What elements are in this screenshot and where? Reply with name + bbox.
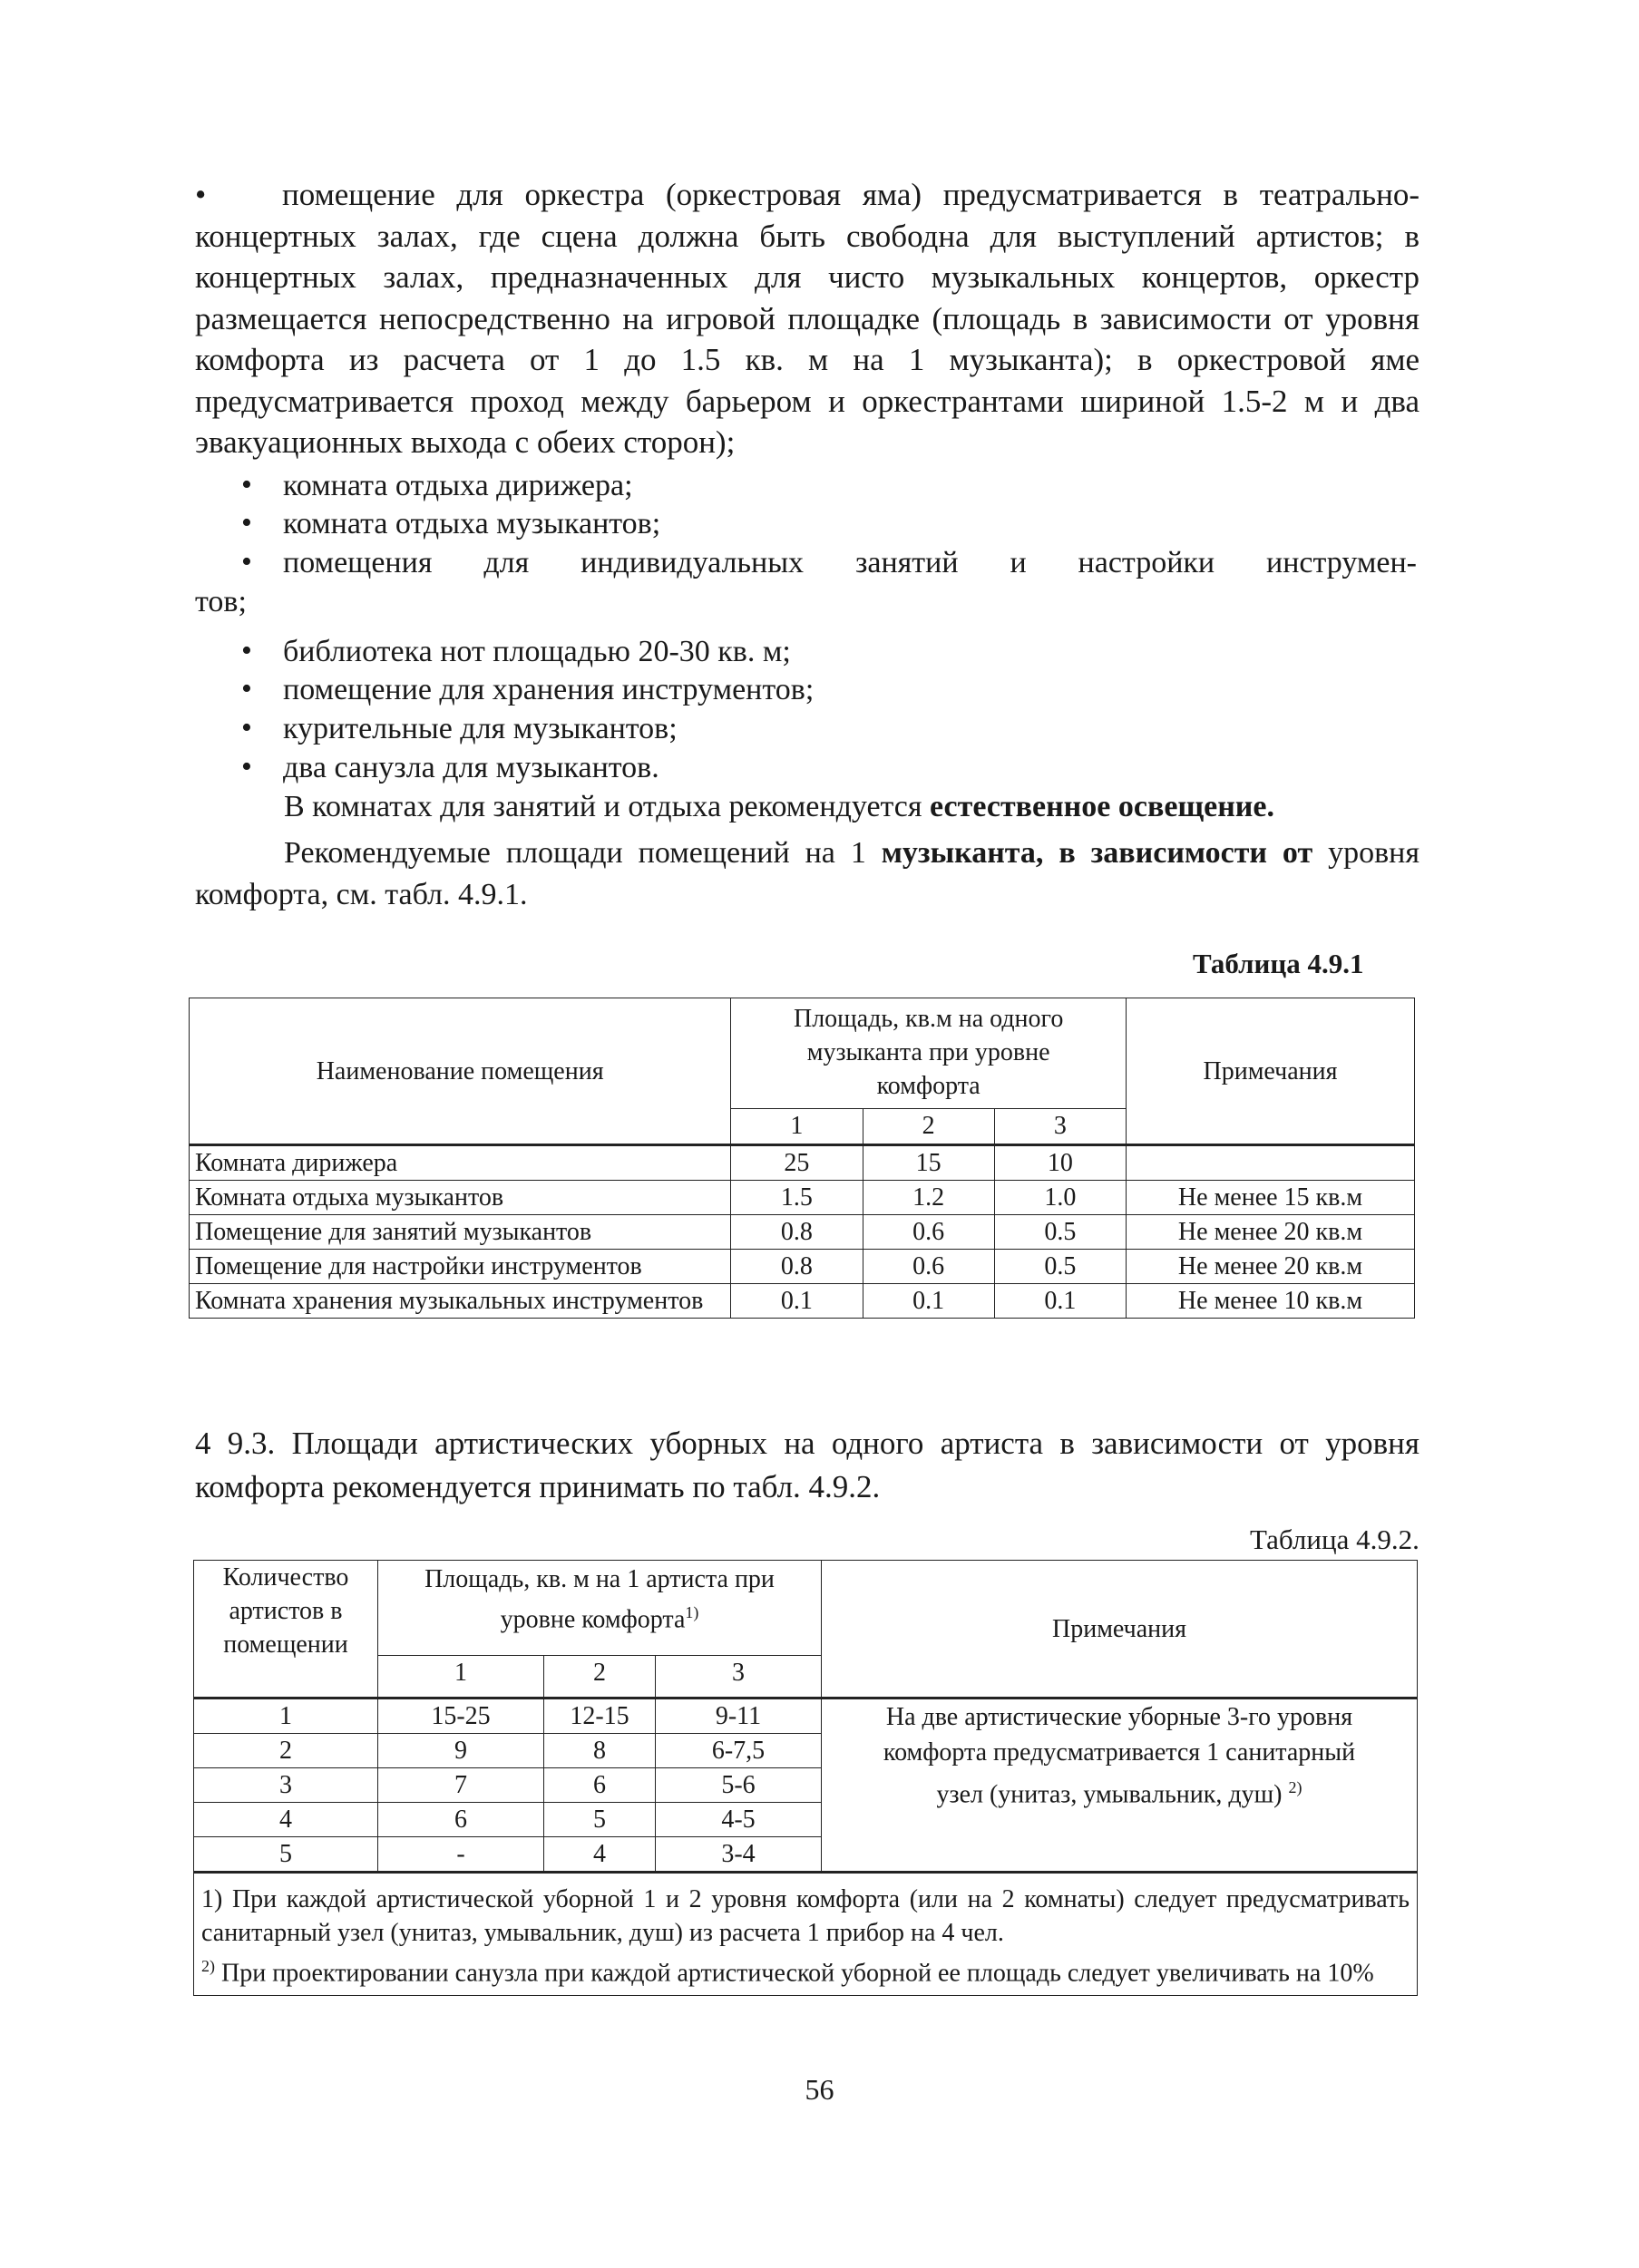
t1-cell: 10 [994,1145,1126,1181]
bullet-continuation: тов; [195,585,247,618]
t2-cell: 4 [544,1837,656,1873]
t2-cell: 7 [378,1768,544,1803]
t1-cell: 0.8 [731,1250,863,1284]
t2-cell: 6-7,5 [656,1734,822,1768]
intro-bullet-slot [195,174,282,216]
t1-cell: 0.5 [994,1250,1126,1284]
t2-cell: 5-6 [656,1768,822,1803]
t2-header-count: Количество артистов в помещении [194,1561,378,1699]
bullet-item: • комната отдыха дирижера; [241,468,633,502]
t1-cell: 0.6 [863,1215,994,1250]
t2-cell: 8 [544,1734,656,1768]
table-row [190,1284,1415,1319]
t1-room-name: Комната хранения музыкальных инструментов [190,1284,731,1319]
t2-cell: 9-11 [656,1699,822,1734]
t2-cell: 6 [378,1803,544,1837]
t2-count: 4 [194,1803,378,1837]
t1-room-name: Комната дирижера [190,1145,731,1181]
table-row [190,1250,1415,1284]
t2-count: 5 [194,1837,378,1873]
intro-text: помещение для оркестра (оркестровая яма) предусматривается в театрально-концертных залах, где сцена должна быть свободна для выступлений артистов; в концертных залах, предназначенных для чисто музыкальных концертов, оркестр размещается непосредственно на игровой площадке (площадь в зависимости от уровня комфорта из расчета от 1 до 1.5 кв. м на 1 музыканта); в оркестровой яме предусматривается проход между барьером и оркестрантами шириной 1.5-2 м и два эвакуационных выхода с обеих сторон); [195,177,1419,460]
t1-room-name: Помещение для настройки инструментов [190,1250,731,1284]
table-4-9-2 [193,1560,1418,1996]
t1-level-header: 2 [863,1109,994,1145]
t1-header-name: Наименование помещения [190,998,731,1145]
t2-footnotes [194,1873,1418,1996]
t2-cell: 9 [378,1734,544,1768]
t1-note: Не менее 10 кв.м [1127,1284,1415,1319]
intro-paragraph [195,174,1419,463]
t1-cell: 1.0 [994,1181,1126,1215]
t1-room-name: Помещение для занятий музыкантов [190,1215,731,1250]
section-4-9-3-paragraph: 4 9.3. Площади артистических уборных на одного артиста в зависимости от уровня комфорта рекомендуется принимать по табл. 4.9.2. [195,1426,1419,1504]
t2-footnotes-row [194,1873,1418,1996]
t1-note: Не менее 20 кв.м [1127,1215,1415,1250]
table-row [190,1145,1415,1181]
t1-cell: 0.5 [994,1215,1126,1250]
t2-cell: 6 [544,1768,656,1803]
t1-cell: 15 [863,1145,994,1181]
footnote-1: 1) При каждой артистической уборной 1 и 2 уровня комфорта (или на 2 комнаты) следует предусматривать санитарный узел (унитаз, умывальник, душ) из расчета 1 прибор на 4 чел. [201,1885,1410,1947]
footnote-2: $^{2)}$ При проектировании санузла при каждой артистической уборной ее площадь следует увеличивать на 10% [201,1957,1374,1988]
page-number: 56 [805,2073,834,2106]
t1-level-header: 1 [731,1109,863,1145]
table1-caption: Таблица 4.9.1 [1193,948,1364,979]
t1-level-header: 3 [994,1109,1126,1145]
t1-note: Не менее 15 кв.м [1127,1181,1415,1215]
bullet-item: • помещения для индивидуальных занятий и настройки инструмен- [241,545,1417,579]
table-4-9-1 [189,998,1415,1319]
t1-header-area: Площадь, кв.м на одного музыканта при уровне комфорта [731,998,1127,1109]
t2-level-header: 3 [656,1655,822,1698]
t1-cell: 1.2 [863,1181,994,1215]
t1-cell: 0.1 [863,1284,994,1319]
t2-cell: 5 [544,1803,656,1837]
t2-header-notes: Примечания [822,1561,1418,1699]
table-row [190,1215,1415,1250]
t2-cell: - [378,1837,544,1873]
table-row [194,1699,1418,1734]
t2-count: 2 [194,1734,378,1768]
table2-caption: Таблица 4.9.2. [1250,1523,1419,1555]
t1-note [1127,1145,1415,1181]
bullet-item: • два санузла для музыкантов. [241,750,659,784]
lighting-paragraph: В комнатах для занятий и отдыха рекомендуется естественное освещение. [284,790,1274,823]
bullet-item: • курительные для музыкантов; [241,711,678,745]
t1-note: Не менее 20 кв.м [1127,1250,1415,1284]
t2-note: На две артистические уборные 3-го уровня комфорта предусматривается 1 санитарный узел (унитаз, умывальник, душ) $^{2)}$ [822,1699,1418,1873]
t1-cell: 25 [731,1145,863,1181]
bullet-item: • помещение для хранения инструментов; [241,672,815,706]
t2-cell: 3-4 [656,1837,822,1873]
bullet-dot: • [195,177,207,212]
t2-cell: 4-5 [656,1803,822,1837]
t2-level-header: 2 [544,1655,656,1698]
t1-cell: 0.1 [994,1284,1126,1319]
t2-count: 3 [194,1768,378,1803]
t2-cell: 15-25 [378,1699,544,1734]
bullet-item: • библиотека нот площадью 20-30 кв. м; [241,634,791,668]
t2-header-area: Площадь, кв. м на 1 артиста при уровне комфорта$^{1)}$ [378,1561,822,1656]
t1-header-notes: Примечания [1127,998,1415,1145]
t1-cell: 0.8 [731,1215,863,1250]
bullet-item: • комната отдыха музыкантов; [241,506,661,540]
table-row [190,1181,1415,1215]
t1-cell: 1.5 [731,1181,863,1215]
t2-level-header: 1 [378,1655,544,1698]
area-paragraph: Рекомендуемые площади помещений на 1 музыканта, в зависимости от уровня комфорта, см. табл. 4.9.1. [195,836,1420,911]
t1-room-name: Комната отдыха музыкантов [190,1181,731,1215]
t1-cell: 0.1 [731,1284,863,1319]
t2-count: 1 [194,1699,378,1734]
t2-cell: 12-15 [544,1699,656,1734]
t1-cell: 0.6 [863,1250,994,1284]
